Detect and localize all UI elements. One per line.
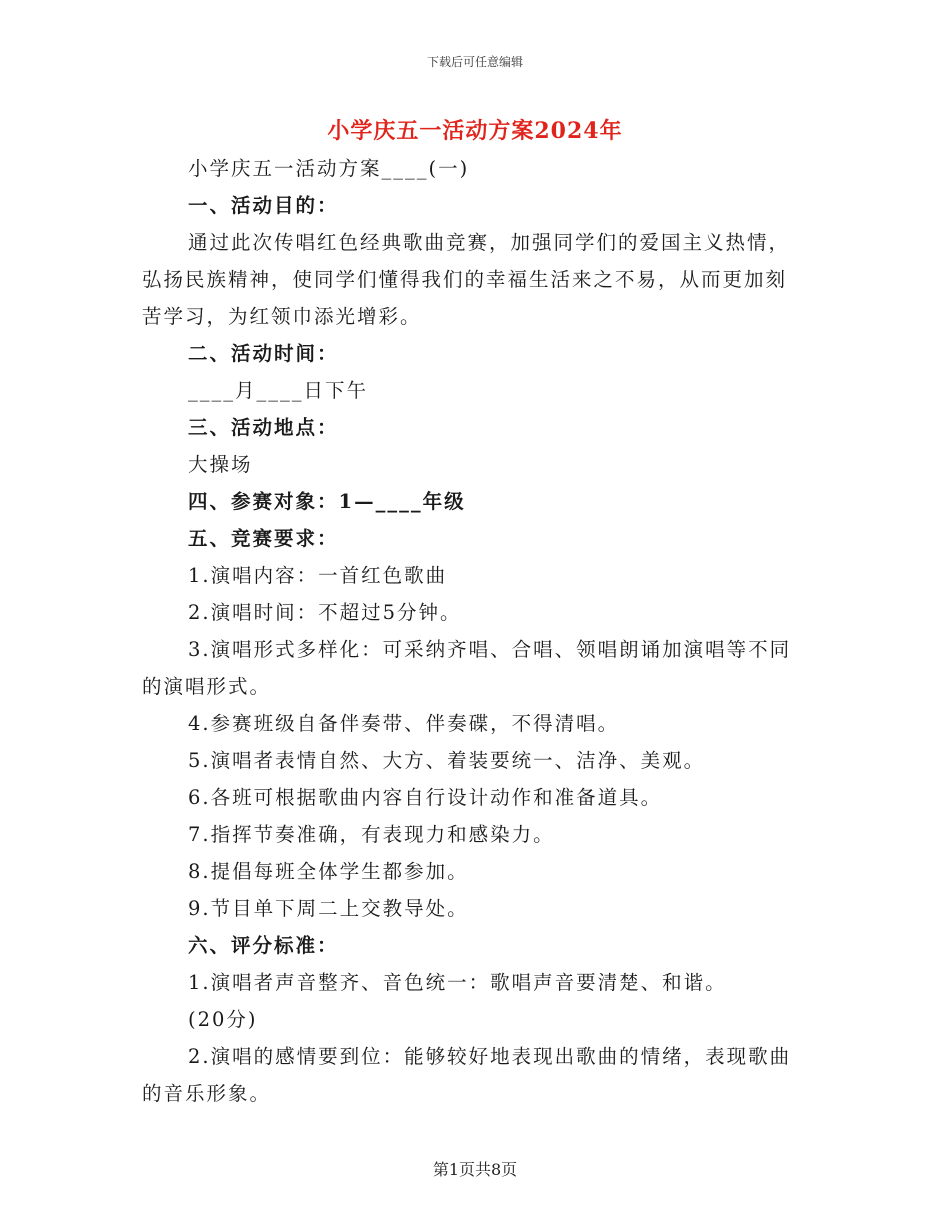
requirement-item-1: 1.演唱内容：一首红色歌曲: [188, 564, 448, 587]
paragraph-place: 大操场: [188, 453, 253, 476]
subtitle-line: 小学庆五一活动方案____(一): [188, 157, 470, 180]
section-heading-purpose: 一、活动目的：: [188, 194, 339, 217]
scoring-item-2: 2.演唱的感情要到位：能够较好地表现出歌曲的情绪，表现歌曲的音乐形象。: [142, 1045, 792, 1105]
section-heading-requirements: 五、竞赛要求：: [188, 527, 339, 550]
section-heading-scoring: 六、评分标准：: [188, 934, 339, 957]
page-footer: 第1页共8页: [432, 1160, 518, 1179]
section-heading-time: 二、活动时间：: [188, 342, 339, 365]
header-note: 下载后可任意编辑: [426, 55, 523, 69]
paragraph-purpose: 通过此次传唱红色经典歌曲竞赛，加强同学们的爱国主义热情，弘扬民族精神，使同学们懂得我们的幸福生活来之不易，从而更加刻苦学习，为红领巾添光增彩。: [142, 231, 791, 328]
scoring-item-1-points: (20分): [188, 1008, 258, 1031]
paragraph-time: ____月____日下午: [188, 379, 369, 402]
requirement-item-4: 4.参赛班级自备伴奏带、伴奏碟，不得清唱。: [188, 712, 620, 735]
section-heading-place: 三、活动地点：: [188, 416, 339, 439]
requirement-item-7: 7.指挥节奏准确，有表现力和感染力。: [188, 823, 555, 846]
requirement-item-2: 2.演唱时间：不超过5分钟。: [188, 601, 462, 624]
requirement-item-3: 3.演唱形式多样化：可采纳齐唱、合唱、领唱朗诵加演唱等不同的演唱形式。: [142, 638, 792, 698]
requirement-item-8: 8.提倡每班全体学生都参加。: [188, 860, 469, 883]
document-title: 小学庆五一活动方案2024年: [327, 118, 623, 144]
requirement-item-9: 9.节目单下周二上交教导处。: [188, 897, 469, 920]
scoring-item-1: 1.演唱者声音整齐、音色统一：歌唱声音要清楚、和谐。: [188, 971, 727, 994]
requirement-item-5: 5.演唱者表情自然、大方、着装要统一、洁净、美观。: [188, 749, 706, 772]
requirement-item-6: 6.各班可根据歌曲内容自行设计动作和准备道具。: [188, 786, 663, 809]
section-heading-participants: 四、参赛对象：1—____年级: [188, 490, 466, 513]
document-body: [142, 150, 802, 1112]
